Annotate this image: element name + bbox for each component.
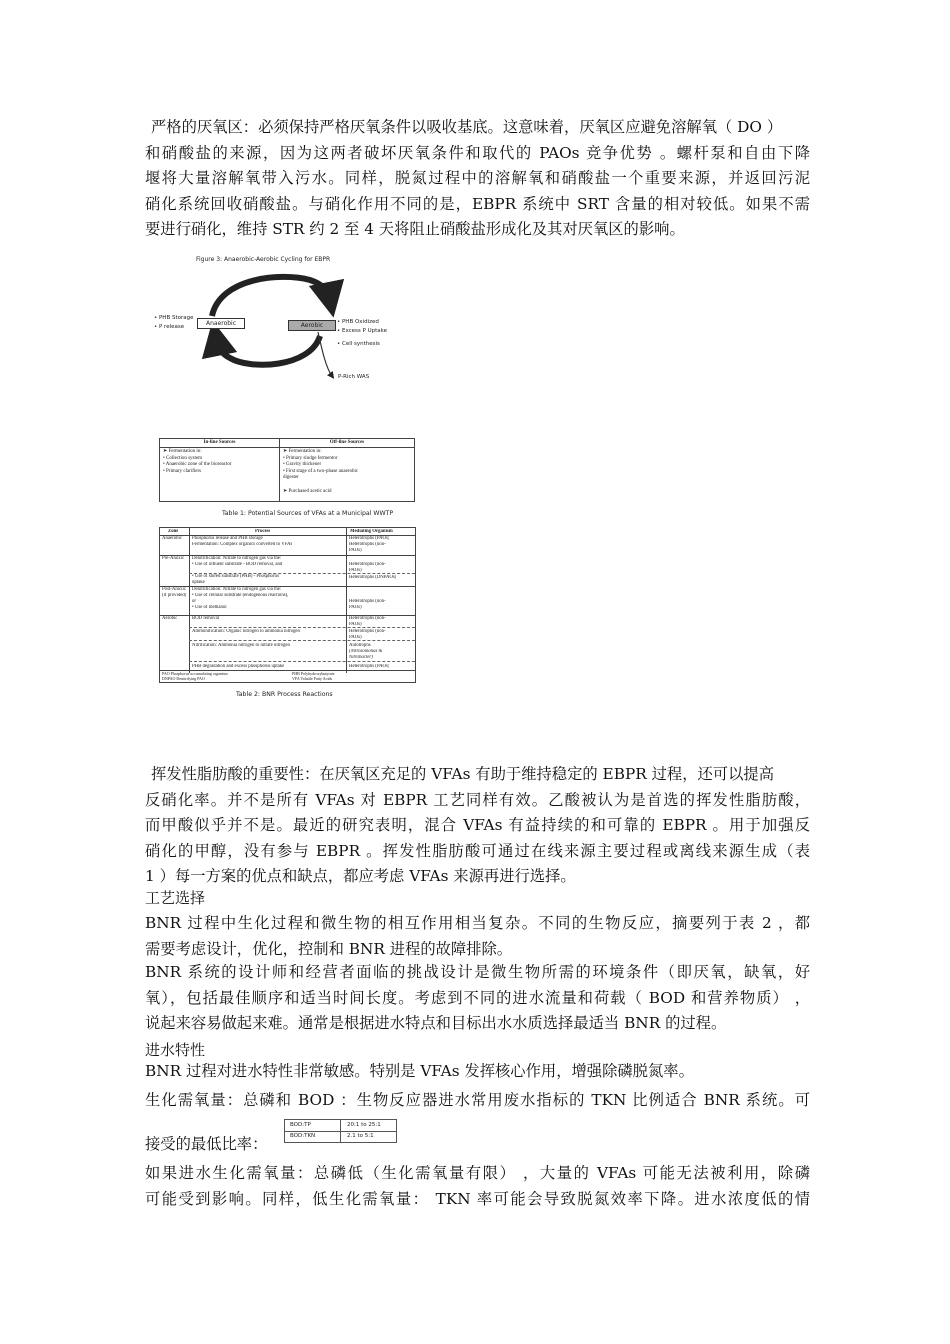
organism-cell: Autotrophs <box>349 643 371 648</box>
zone-cell: Anaerobic <box>162 536 182 541</box>
process-cell: Fermentation: Complex organics converted to VFAs <box>192 542 293 547</box>
organism-cell: PAOs) <box>349 605 362 610</box>
zone-cell: (if provided) <box>162 593 187 598</box>
text-line: 反硝化率。并不是所有 VFAs 对 EBPR 工艺同样有效。乙酸被认为是首选的挥发性脂肪酸， <box>145 790 810 809</box>
text-line: 和硝酸盐的来源，因为这两者破坏厌氧条件和取代的 PAOs 竞争优势 。螺杆泵和自由下降 <box>145 143 810 162</box>
table-cell: • Primary sludge fermentor <box>283 455 338 461</box>
text-line: 生化需氧量：总磷和 BOD ：生物反应器进水常用废水指标的 TKN 比例适合 BNR 系统。可 <box>145 1091 810 1109</box>
footnote: VFA Volatile Fatty Acids <box>292 676 333 681</box>
table1-caption: Table 1: Potential Sources of VFAs at a Municipal WWTP <box>222 510 394 517</box>
organism-cell: Heterotrophs (non- <box>349 542 386 547</box>
process-cell: Nitrification: Ammonia nitrogen to nitrate nitrogen <box>192 643 290 648</box>
ratio-label: BOD:TKN <box>290 1133 316 1139</box>
footnote: DNPAO Denitrifying PAO <box>162 676 205 681</box>
text-line: 氧），包括最佳顺序和适当时间长度。考虑到不同的进水流量和荷载（ BOD 和营养物质） ， <box>145 988 810 1007</box>
table-header: Zone <box>168 529 179 534</box>
table-cell: • Primary clarifiers <box>163 468 202 474</box>
zone-cell: Post-Anoxic <box>162 587 186 592</box>
text-line: 硝化的甲醇，没有参与 EBPR 。挥发性脂肪酸可通过在线来源主要过程或离线来源生成（表 <box>145 841 810 860</box>
organism-cell: Heterotrophs (non- <box>349 616 386 621</box>
paragraph-bod-ratio <box>145 1088 810 1114</box>
text-line: 可能受到影响。同样，低生化需氧量： TKN 率可能会导致脱氮效率下降。进水浓度低的情 <box>145 1189 810 1208</box>
text-line: 硝化系统回收硝酸盐。与硝化作用不同的是，EBPR 系统中 SRT 含量的相对较低。如果不需 <box>145 194 810 213</box>
figure-title: Figure 3: Anaerobic-Aerobic Cycling for EBPR <box>196 256 331 263</box>
paragraph-bod-ratio-cont <box>145 1132 810 1158</box>
footnote: PHB Polyhydroxybutyrate <box>292 671 335 676</box>
process-cell: • Use of influent substrate - BOD removal, and <box>192 562 283 567</box>
process-cell: Phosphorus release and PHB storage <box>192 536 263 541</box>
table-header: Off-line Sources <box>280 439 414 448</box>
figure-anaerobic-aerobic-cycle <box>150 250 410 385</box>
table-cell: ➤ Purchased acetic acid <box>283 488 332 494</box>
ratio-value: 2.1 to 5:1 <box>347 1133 374 1139</box>
table-cell: digester <box>283 475 299 481</box>
process-cell: • Use of stored substrate (PHB) - Phosphorus <box>192 574 279 579</box>
right-note: • PHB Oxidized <box>337 319 379 325</box>
organism-cell: PAOs) <box>349 622 362 627</box>
organism-cell: Heterotrophs (DNPAOs) <box>349 575 397 580</box>
aerobic-box: Aerobic <box>288 320 336 331</box>
paragraph-bnr-complexity <box>145 911 810 962</box>
organism-cell: Heterotrophs (non- <box>349 629 386 634</box>
table2-caption: Table 2: BNR Process Reactions <box>236 691 333 698</box>
text-line: 堰将大量溶解氧带入污水。同样，脱氮过程中的溶解氧和硝酸盐一个重要来源，并返回污泥 <box>145 169 810 187</box>
organism-cell: PAOs) <box>349 548 362 553</box>
process-cell: Ammonification: Organic nitrogen to ammonia nitrogen <box>192 629 300 634</box>
organism-cell: Heterotrophs (non- <box>349 562 386 567</box>
organism-cell: PAOs) <box>349 635 362 640</box>
process-cell: Denitrification: Nitrate to nitrogen gas via the: <box>192 556 282 561</box>
zone-cell: Pre-Anoxic <box>162 556 185 561</box>
organism-cell: Heterotrophs (PAOs) <box>349 536 390 541</box>
text-line: 接受的最低比率： <box>145 1135 268 1153</box>
table-cell: ➤ Fermentation in: <box>163 449 202 454</box>
paragraph-strict-anaerobic-zone <box>145 115 810 243</box>
waste-label: P-Rich WAS <box>338 374 370 380</box>
table-cell: • Collection system <box>163 455 202 461</box>
anaerobic-box: Anaerobic <box>197 318 245 329</box>
table-cell: • First stage of a two-phase anaerobic <box>283 468 359 474</box>
paragraph-low-ratio-effects <box>145 1161 810 1212</box>
organism-cell: Heterotrophs (non- <box>349 599 386 604</box>
ratio-value: 20:1 to 25:1 <box>347 1122 381 1128</box>
table-vfa-sources <box>159 438 415 502</box>
table-cell: • Anaerobic zone of the bioreactor <box>163 462 232 468</box>
text-line: 需要考虑设计，优化，控制和 BNR 进程的故障排除。 <box>145 939 513 958</box>
process-cell: Denitrification: Nitrate to nitrogen gas via the: <box>192 587 282 592</box>
organism-cell: Nitrobacter) <box>349 655 373 660</box>
text-line: BNR 过程对进水特性非常敏感。特别是 VFAs 发挥核心作用，增强除磷脱氮率。 <box>145 1062 694 1080</box>
text-line: 说起来容易做起来难。通常是根据进水特点和目标出水水质选择最适当 BNR 的过程。 <box>145 1014 727 1032</box>
section-heading-influent: 进水特性 <box>145 1041 206 1059</box>
left-note: • P release <box>154 324 185 330</box>
paragraph-vfa-importance <box>145 762 810 890</box>
table-header: Mediating Organism <box>350 529 393 534</box>
right-note: • Excess P Uptake <box>337 328 387 334</box>
table-cell: ➤ Fermentation in: <box>283 449 322 454</box>
process-cell: uptake <box>192 580 205 585</box>
organism-cell: PAOs) <box>349 568 362 573</box>
text-line: 挥发性脂肪酸的重要性：在厌氧区充足的 VFAs 有助于维持稳定的 EBPR 过程，还可以提高 <box>151 765 774 783</box>
ratio-label: BOD:TP <box>290 1122 311 1128</box>
ratio-row <box>285 1131 396 1142</box>
table-cell <box>283 482 358 489</box>
footnote: PAO Phosphorus accumulating organism <box>162 671 228 676</box>
paragraph-design-challenge <box>145 960 810 1037</box>
text-line: 严格的厌氧区：必须保持严格厌氧条件以吸收基底。这意味着，厌氧区应避免溶解氧（ DO ） <box>151 118 783 136</box>
table-bnr-process-reactions <box>159 527 416 683</box>
text-line: BNR 系统的设计师和经营者面临的挑战设计是微生物所需的环境条件（即厌氧，缺氧，好 <box>145 963 810 981</box>
table-header: Process <box>255 529 271 534</box>
table-cell: • Gravity thickener <box>283 462 322 468</box>
zone-cell: Aerobic <box>162 616 178 621</box>
text-line: 要进行硝化，维持 STR 约 2 至 4 天将阻止硝酸盐形成化及其对厌氧区的影响。 <box>145 220 685 238</box>
column-divider <box>279 439 280 501</box>
text-line: 而甲酸似乎并不是。最近的研究表明，混合 VFAs 有益持续的和可靠的 EBPR 。用于加强反 <box>145 816 810 834</box>
process-cell: or <box>192 599 196 604</box>
table-header: In-line Sources <box>160 439 279 448</box>
text-line: BNR 过程中生化过程和微生物的相互作用相当复杂。不同的生物反应，摘要列于表 2 ，都 <box>145 914 810 932</box>
process-cell: BOD removal <box>192 616 220 621</box>
paragraph-influent-sensitivity <box>145 1059 810 1085</box>
ratio-table <box>284 1119 397 1143</box>
organism-cell: (Nitrosomonas & <box>349 649 383 654</box>
process-cell: • Use of cellular substrate (endogenous reactions), <box>192 593 289 598</box>
left-note: • PHB Storage <box>154 315 194 321</box>
text-line: 1 ）每一方案的优点和缺点，都应考虑 VFAs 来源再进行选择。 <box>145 867 576 885</box>
organism-cell: Heterotrophs (PAOs) <box>349 664 390 669</box>
process-cell: PHB degradation and excess phosphorus uptake <box>192 664 285 669</box>
section-heading-process-selection: 工艺选择 <box>145 889 206 907</box>
text-line: 如果进水生化需氧量：总磷低（生化需氧量有限） ，大量的 VFAs 可能无法被利用，除磷 <box>145 1164 810 1182</box>
process-cell: • Use of methanol <box>192 605 227 610</box>
right-note: • Cell synthesis <box>337 341 380 347</box>
